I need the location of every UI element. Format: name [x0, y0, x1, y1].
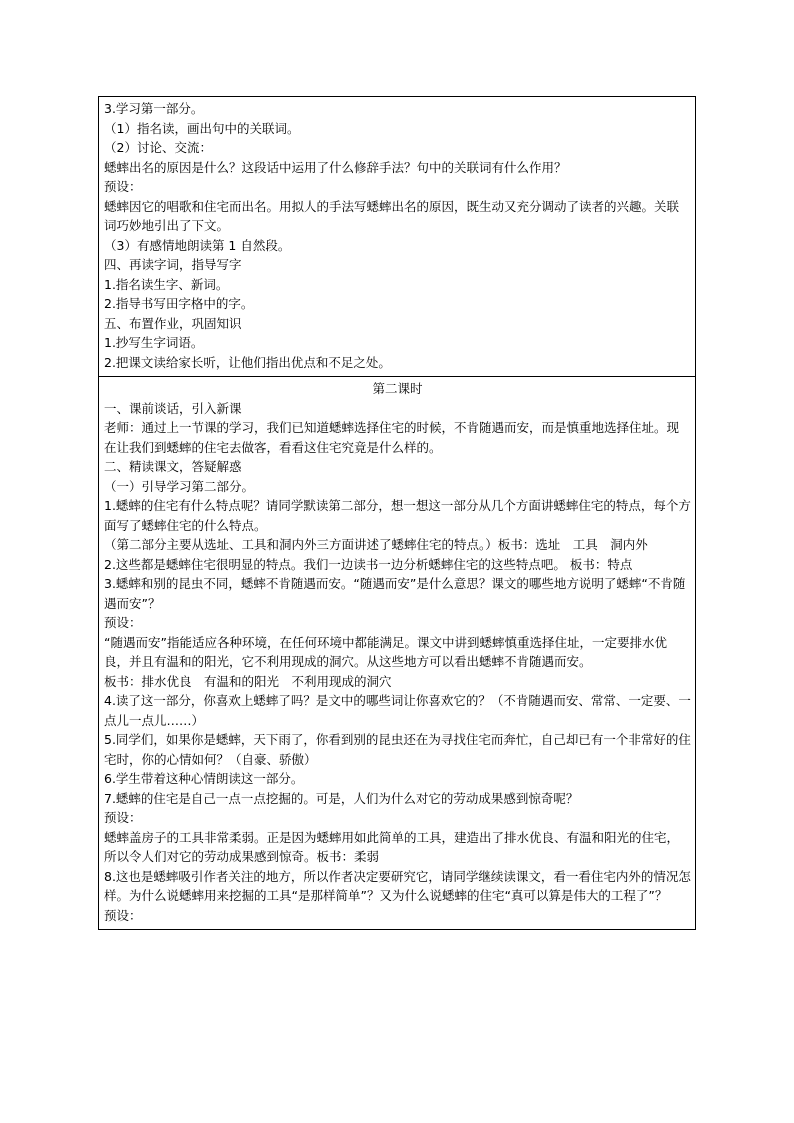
text-line: “随遇而安”指能适应各种环境，在任何环境中都能满足。课文中讲到蟋蟀慎重选择住址，一定要排水优良，并且有温和的阳光，它不利用现成的洞穴。从这些地方可以看出蟋蟀不肯随遇而安。 [104, 634, 667, 669]
text-line: 蟋蟀出名的原因是什么？这段话中运用了什么修辞手法？句中的关联词有什么作用？ [104, 159, 567, 175]
text-line: （1）指名读，画出句中的关联词。 [104, 120, 300, 136]
text-line: 预设： [104, 615, 142, 630]
text-line: 7.蟋蟀的住宅是自己一点一点挖掘的。可是，人们为什么对它的劳动成果感到惊奇呢？ [104, 790, 579, 806]
text-line: 1.蟋蟀的住宅有什么特点呢？请同学默读第二部分，想一想这一部分从几个方面讲蟋蟀住宅的特点，每个方面写了蟋蟀住宅的什么特点。 [104, 498, 691, 533]
text-line: 2.指导书写田字格中的字。 [104, 296, 254, 311]
text-line: 1.抄写生字词语。 [104, 335, 204, 350]
text-line: 6.学生带着这种心情朗读这一部分。 [104, 771, 304, 786]
section-heading: 一、课前谈话，引入新课 [104, 400, 242, 416]
text-line: 蟋蟀因它的唱歌和住宅而出名。用拟人的手法写蟋蟀出名的原因，既生动又充分调动了读者的兴趣。关联词巧妙地引出了下文。 [104, 198, 680, 233]
section-heading: 五、布置作业，巩固知识 [104, 315, 242, 331]
text-line: 3.蟋蟀和别的昆虫不同，蟋蟀不肯随遇而安。“随遇而安”是什么意思？课文的哪些地方说明了蟋蟀“不肯随遇而安”？ [104, 576, 686, 611]
text-line: （第二部分主要从选址、工具和洞内外三方面讲述了蟋蟀住宅的特点。）板书：选址 工具 洞内外 [104, 537, 648, 552]
text-line: （3）有感情地朗读第 1 自然段。 [104, 237, 291, 253]
text-line: 板书：排水优良 有温和的阳光 不利用现成的洞穴 [104, 673, 392, 689]
text-line: 1.指名读生字、新词。 [104, 276, 229, 292]
text-line: 预设： [104, 810, 142, 825]
section-heading: 四、再读字词，指导写字 [104, 257, 242, 272]
section-heading: 二、精读课文，答疑解惑 [104, 459, 242, 474]
text-line: 预设： [104, 179, 142, 194]
text-line: 5.同学们，如果你是蟋蟀，天下雨了，你看到别的昆虫还在为寻找住宅而奔忙，自己却已有一个非常好的住宅时，你的心情如何？（自豪、骄傲） [104, 732, 691, 767]
lesson-plan-table [98, 96, 696, 930]
lesson-title: 第二课时 [372, 381, 423, 396]
text-line: 2.把课文读给家长听，让他们指出优点和不足之处。 [104, 354, 391, 370]
text-line: 预设： [104, 907, 142, 923]
text-line: 老师：通过上一节课的学习，我们已知道蟋蟀选择住宅的时候，不肯随遇而安，而是慎重地选择住址。现在让我们到蟋蟀的住宅去做客，看看这住宅究竟是什么样的。 [104, 420, 680, 455]
text-line: 3.学习第一部分。 [104, 101, 204, 116]
section-part1 [99, 97, 695, 376]
text-line: 4.读了这一部分，你喜欢上蟋蟀了吗？是文中的哪些词让你喜欢它的？（不肯随遇而安、常常、一定要、一点儿一点儿……） [104, 693, 691, 728]
text-line: （2）讨论、交流： [104, 140, 212, 155]
section-part2 [99, 376, 695, 929]
text-line: 蟋蟀盖房子的工具非常柔弱。正是因为蟋蟀用如此简单的工具，建造出了排水优良、有温和阳光的住宅，所以令人们对它的劳动成果感到惊奇。板书：柔弱 [104, 829, 680, 864]
text-line: （一）引导学习第二部分。 [104, 478, 255, 494]
text-line: 8.这也是蟋蟀吸引作者关注的地方，所以作者决定要研究它，请同学继续读课文，看一看住宅内外的情况怎样。为什么说蟋蟀用来挖掘的工具“是那样简单”？又为什么说蟋蟀的住宅“真可以算是伟大的工程了”？ [104, 868, 691, 903]
text-line: 2.这些都是蟋蟀住宅很明显的特点。我们一边读书一边分析蟋蟀住宅的这些特点吧。 板书：特点 [104, 556, 633, 572]
